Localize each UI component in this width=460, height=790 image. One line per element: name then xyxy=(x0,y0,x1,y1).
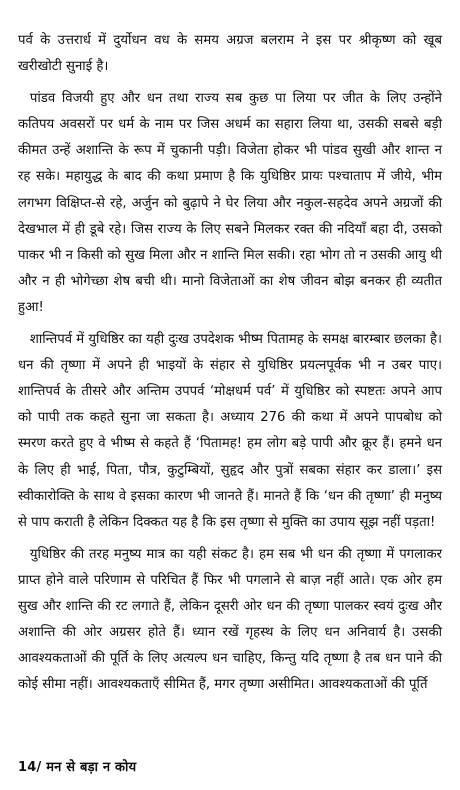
paragraph-continuation: पर्व के उत्तरार्ध में दुर्योधन वध के समय अग्रज बलराम ने इस पर श्रीकृष्ण को खूब खरीखोटी सुनाई है। xyxy=(18,33,442,75)
book-title: मन से बड़ा न कोय xyxy=(46,760,137,775)
paragraph-human-crisis: युधिष्ठिर की तरह मनुष्य मात्र का यही संकट है। हम सब भी धन की तृष्णा में पगलाकर प्राप्त होने वाले परिणाम से परिचित हैं फिर भी पगलाने से बाज़ नहीं आते। एक ओर हम सुख और शान्ति की रट लगाते हैं, लेकिन दूसरी ओर धन की तृष्णा पालकर स्वयं दुःख और अशान्ति की ओर अग्रसर होते हैं। ध्यान रखें गृहस्थ के लिए धन अनिवार्य है। उसकी आवश्यकताओं की पूर्ति के लिए अत्यल्प धन चाहिए, किन्तु यदि तृष्णा है तब धन पाने की कोई सीमा नहीं। आवश्यकताएँ सीमित हैं, मगर तृष्णा असीमित। आवश्यकताओं की पूर्ति xyxy=(18,546,442,693)
footer-separator: / xyxy=(36,760,42,775)
page-number: 14 xyxy=(18,760,37,775)
paragraph-pandav-victory: पांडव विजयी हुए और धन तथा राज्य सब कुछ पा लिया पर जीत के लिए उन्होंने कतिपय अवसरों पर धर्म के नाम पर जिस अधर्म का सहारा लिया था, उसकी सबसे बड़ी कीमत उन्हें अशान्ति के रूप में चुकानी पड़ी। विजेता होकर भी पांडव सुखी और शान्त न रह सके। महायुद्ध के बाद की कथा प्रमाण है कि युधिष्ठिर प्रायः पश्चाताप में जीये, भीम लगभग विक्षिप्त-से रहे, अर्जुन को बुढ़ापे ने घेर लिया और नकुल-सहदेव अपने अग्रजों की देखभाल में ही डूबे रहे। जिस राज्य के लिए सबने मिलकर रक्त की नदियाँ बहा दी, उसको पाकर भी न किसी को सुख मिला और न शान्ति मिल सकी। रहा भोग तो न उसकी आयु थी और न ही भोगेच्छा शेष बची थी। मानो विजेताओं का शेष जीवन बोझ बनकर ही व्यतीत हुआ! xyxy=(18,91,442,315)
paragraph-shantiparva: शान्तिपर्व में युधिष्ठिर का यही दुःख उपदेशक भीष्म पितामह के समक्ष बारम्बार छलका है। धन की तृष्णा में अपने ही भाइयों के संहार से युधिष्ठिर प्रयत्नपूर्वक भी न उबर पाए। शान्तिपर्व के तीसरे और अन्तिम उपपर्व ‘मोक्षधर्म पर्व’ में युधिष्ठिर को स्पष्टतः अपने आप को पापी तक कहते सुना जा सकता है। अध्याय 276 की कथा में अपने पापबोध को स्मरण करते हुए वे भीष्म से कहते हैं ‘पितामह! हम लोग बड़े पापी और क्रूर हैं। हमने धन के लिए ही भाई, पिता, पौत्र, कुटुम्बियों, सुहृद और पुत्रों सबका संहार कर डाला।’ इस स्वीकारोक्ति के साथ वे इसका कारण भी जानते हैं। मानते हैं कि ‘धन की तृष्णा’ ही मनुष्य से पाप कराती है लेकिन दिक्कत यह है कि इस तृष्णा से मुक्ति का उपाय सूझ नहीं पड़ता! xyxy=(18,332,442,530)
page-footer xyxy=(18,757,136,775)
page-body xyxy=(18,28,442,698)
